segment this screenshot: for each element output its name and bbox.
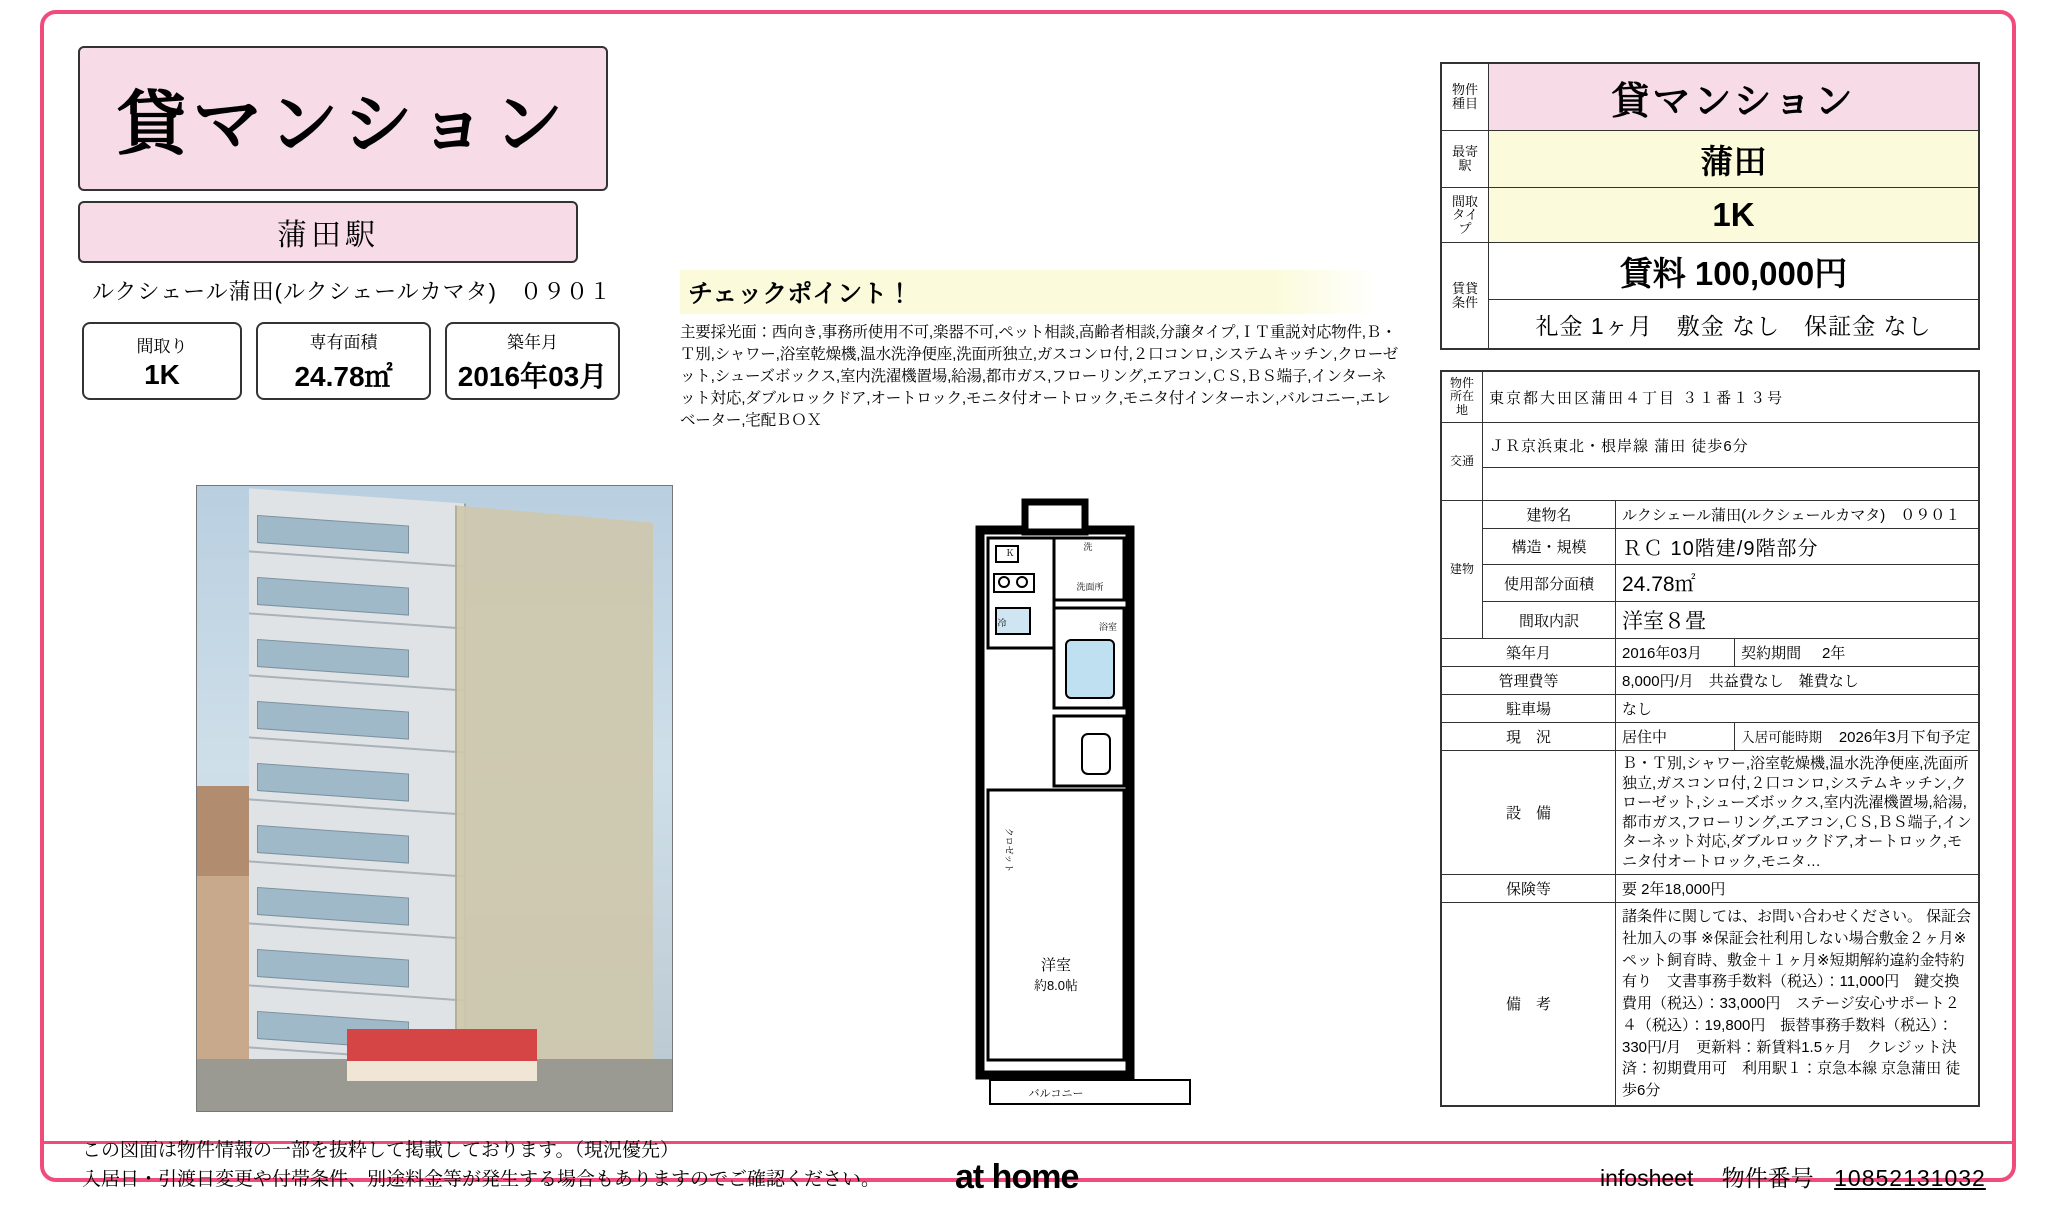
row-address [1441, 371, 1979, 423]
value-rent: 賃料 100,000円 [1489, 243, 1980, 300]
svg-text:約8.0帖: 約8.0帖 [1033, 978, 1079, 993]
checkpoint-title: チェックポイント！ [680, 270, 1380, 314]
infosheet-label: infosheet [1600, 1165, 1694, 1191]
value-fees: 礼金 1ヶ月 敷金 なし 保証金 なし [1489, 300, 1980, 350]
value-insurance: 要 2年18,000円 [1616, 875, 1980, 903]
spec-madori-label: 間取り [136, 336, 188, 356]
svg-text:洋室: 洋室 [1040, 957, 1072, 974]
available-cell [1735, 723, 1979, 751]
value-parking: なし [1616, 695, 1980, 723]
footer-note-1: この図面は物件情報の一部を抜粋して掲載しております。（現況優先） [82, 1140, 679, 1161]
building-photo [196, 485, 673, 1112]
spec-madori [82, 322, 242, 400]
label-rent-terms: 賃貸条件 [1441, 243, 1489, 350]
value-structure: ＲＣ 10階建/9階部分 [1616, 529, 1980, 565]
contract-cell [1735, 639, 1979, 667]
value-station: 蒲田 [1489, 131, 1980, 188]
checkpoint-section [680, 270, 1400, 432]
value-traffic: ＪＲ京浜東北・根岸線 蒲田 徒歩6分 [1483, 423, 1980, 468]
label-madori: 間取タイプ [1441, 188, 1489, 243]
details-table [1440, 370, 1980, 1107]
value-traffic2 [1483, 468, 1980, 501]
property-type-title-text: 貸マンション [116, 83, 570, 165]
label-property-type: 物件種目 [1441, 63, 1489, 131]
spec-area-value: 24.78㎡ [294, 360, 393, 392]
value-contract: 2年 [1822, 645, 1846, 662]
svg-text:クロゼット: クロゼット [1004, 827, 1014, 873]
label-insurance: 保険等 [1441, 875, 1616, 903]
checkpoint-body: 主要採光面：西向き,事務所使用不可,楽器不可,ペット相談,高齢者相談,分譲タイプ,ＩＴ重説対応物件,Ｂ・Ｔ別,シャワー,浴室乾燥機,温水洗浄便座,洗面所独立,ガスコンロ付,２口コンロ,システムキッチン,クローゼット,シューズボックス,室内洗濯機置場,給湯,都市ガス,フローリング,エアコン,ＣＳ,ＢＳ端子,インターネット対応,ダブルロックドア,オートロック,モニタ付オートロック,モニタ付インターホン,バルコニー,エレベーター,宅配ＢＯＸ [680, 324, 1399, 429]
label-building-name: 建物名 [1483, 501, 1616, 529]
row-madori [1441, 188, 1979, 243]
value-building-name: ルクシェール蒲田(ルクシェールカマタ) ０９０１ [1616, 501, 1980, 529]
value-address: 東京都大田区蒲田４丁目 ３１番１３号 [1483, 371, 1980, 423]
svg-text:バルコニー: バルコニー [1028, 1088, 1084, 1100]
row-traffic2 [1441, 468, 1979, 501]
label-address: 物件所在地 [1441, 371, 1483, 423]
row-remarks [1441, 903, 1979, 1106]
value-built: 2016年03月 [1616, 639, 1735, 667]
label-equipment: 設 備 [1441, 751, 1616, 875]
row-built-contract [1441, 639, 1979, 667]
value-area: 24.78㎡ [1616, 565, 1980, 602]
label-building: 建物 [1441, 501, 1483, 639]
svg-text:冷: 冷 [997, 618, 1007, 628]
property-type-title [78, 46, 608, 191]
footer-notes [82, 1136, 880, 1195]
label-mgmt: 管理費等 [1441, 667, 1616, 695]
footer-infosheet [1600, 1160, 1986, 1193]
label-remarks: 備 考 [1441, 903, 1616, 1106]
station-title [78, 201, 578, 263]
value-remarks: 諸条件に関しては、お問い合わせください。 保証会社加入の事 ※保証会社利用しない場合敷金２ヶ月※ペット飼育時、敷金＋１ヶ月※短期解約違約金特約有り 文書事務手数料（税込）：11,000円 鍵交換費用（税込）：33,000円 ステージ安心サポート２４（税込）：19,800円 振替事務手数料（税込）：330円/月 更新料：新賃料1.5ヶ月 クレジット決済：初期費用可 利用駅１：京急本線 京急蒲田 徒歩6分 [1616, 903, 1980, 1106]
spec-area-label: 専有面積 [309, 332, 378, 352]
value-madori: 1K [1489, 188, 1980, 243]
value-mgmt: 8,000円/月 共益費なし 雑費なし [1616, 667, 1980, 695]
value-layout-detail: 洋室８畳 [1616, 602, 1980, 639]
spec-madori-value: 1K [144, 358, 180, 390]
athome-logo-text: at home [955, 1158, 1079, 1196]
row-building-name [1441, 501, 1979, 529]
row-equipment [1441, 751, 1979, 875]
label-parking: 駐車場 [1441, 695, 1616, 723]
property-no-value: 10852131032 [1834, 1165, 1986, 1191]
row-rent [1441, 243, 1979, 300]
value-available: 2026年3月下旬予定 [1838, 729, 1971, 746]
label-status: 現 況 [1441, 723, 1616, 751]
value-status: 居住中 [1616, 723, 1735, 751]
value-property-type: 貸マンション [1489, 63, 1980, 131]
label-available: 入居可能時期 [1741, 730, 1823, 745]
row-station [1441, 131, 1979, 188]
photo-storefront-sign [347, 1061, 537, 1081]
row-property-type [1441, 63, 1979, 131]
value-equipment: Ｂ・Ｔ別,シャワー,浴室乾燥機,温水洗浄便座,洗面所独立,ガスコンロ付,２口コンロ,システムキッチン,クローゼット,シューズボックス,室内洗濯機置場,給湯,都市ガス,フローリング,エアコン,ＣＳ,ＢＳ端子,インターネット対応,ダブルロックドア,オートロック,モニタ付オートロック,モニタ… [1616, 751, 1980, 875]
footer-note-2: 入居日・引渡日変更や付帯条件、別途料金等が発生する場合もありますのでご確認ください。 [82, 1169, 881, 1191]
row-structure [1441, 529, 1979, 565]
athome-logo [955, 1158, 1078, 1197]
row-status [1441, 723, 1979, 751]
row-parking [1441, 695, 1979, 723]
summary-table [1440, 62, 1980, 350]
label-traffic: 交通 [1441, 423, 1483, 501]
row-mgmt [1441, 667, 1979, 695]
spec-built-label: 築年月 [507, 332, 558, 352]
row-insurance [1441, 875, 1979, 903]
label-layout-detail: 間取内訳 [1483, 602, 1616, 639]
svg-text:浴室: 浴室 [1098, 622, 1118, 632]
right-column [1440, 62, 1980, 1107]
floor-plan [970, 490, 1280, 1110]
label-station: 最寄駅 [1441, 131, 1489, 188]
photo-building-facade [249, 488, 466, 1103]
label-contract: 契約期間 [1741, 645, 1802, 662]
label-structure: 構造・規模 [1483, 529, 1616, 565]
spec-area [256, 322, 431, 400]
spec-built [445, 322, 620, 400]
building-name: ルクシェール蒲田(ルクシェールカマタ) ０９０１ [92, 279, 613, 304]
label-built: 築年月 [1441, 639, 1616, 667]
row-area [1441, 565, 1979, 602]
svg-text:Ｋ: Ｋ [1005, 548, 1015, 558]
row-fees [1441, 300, 1979, 350]
row-traffic [1441, 423, 1979, 468]
station-title-text: 蒲田駅 [277, 219, 379, 252]
spec-built-value: 2016年03月 [457, 360, 608, 392]
row-layout-detail [1441, 602, 1979, 639]
svg-text:洗面所: 洗面所 [1076, 582, 1104, 592]
photo-scaffold-net [455, 505, 653, 1112]
svg-text:洗: 洗 [1083, 542, 1093, 552]
property-no-label: 物件番号 [1721, 1165, 1814, 1191]
label-area: 使用部分面積 [1483, 565, 1616, 602]
